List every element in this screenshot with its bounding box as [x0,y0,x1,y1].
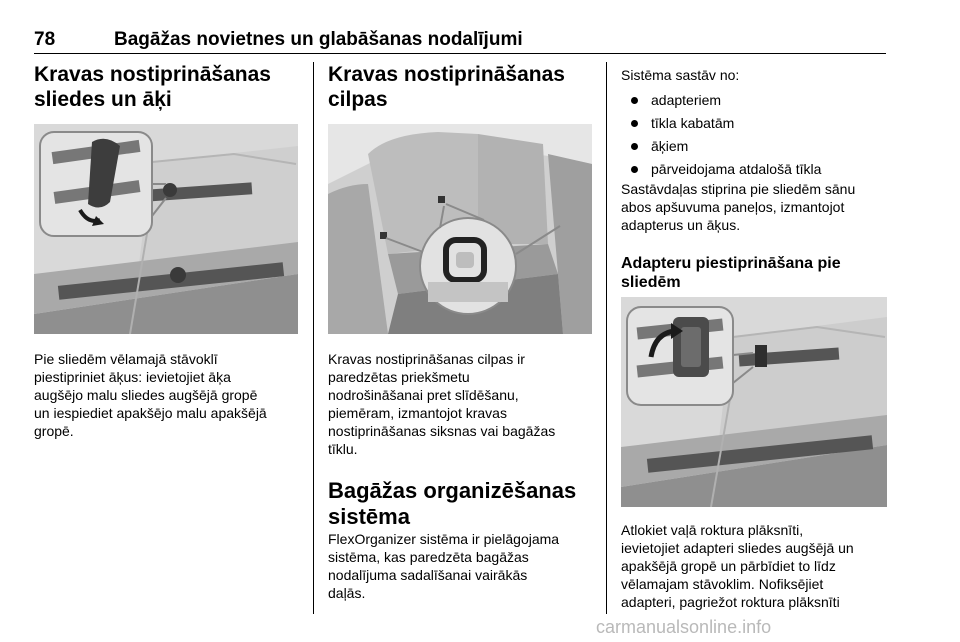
illustration-rails-hooks [34,124,298,334]
bullet-icon [631,143,638,150]
list-item: adapteriem [621,89,887,112]
intro-text: Sistēma sastāv no: [621,67,740,83]
subheading [621,254,887,292]
heading-line: Kravas nostiprināšanas [34,63,271,86]
section-heading [328,62,592,112]
running-title: Bagāžas novietnes un glabāšanas nodalījumi [114,29,523,50]
heading-line: sistēma [328,504,410,529]
column-divider [606,62,607,614]
subheading-adapters [621,254,887,292]
column-divider [313,62,314,614]
section-heading [328,478,592,530]
section-organizer [328,478,592,530]
column-1 [34,62,300,112]
heading-line: Kravas nostiprināšanas [328,63,565,86]
heading-line: Adapteru piestiprināšana pie [621,255,841,272]
header-rule [34,53,886,54]
column-3 [621,66,887,84]
caption-text: Atlokiet vaļā roktura plāksnīti, ievietojiet adapteri sliedes augšējā un apakšējā gropē un pārbīdiet to līdz vēlamajam stāvoklim. Nofiksējiet adapteri, pagriežot roktura plāksnīti [621,522,854,610]
bullet-icon [631,97,638,104]
caption-adapter [621,521,887,611]
list-item: tīkla kabatām [621,112,887,135]
heading-line: sliedes un āķi [34,88,172,111]
caption-text: Kravas nostiprināšanas cilpas ir paredzētas priekšmetu nodrošināšanai pret slīdēšanu, piemēram, izmantojot kravas nostiprināšanas siksnas vai bagāžas tīklu. [328,351,556,457]
paragraph: Sastāvdaļas stiprina pie sliedēm sānu abos apšuvuma paneļos, izmantojot adapterus un āķus. [621,181,856,233]
illustration-lashing-eyes [328,124,592,334]
list-item: āķiem [621,135,887,158]
watermark: carmanualsonline.info [596,617,772,637]
bullet-list [621,89,887,181]
bullet-icon [631,166,638,173]
component-list [621,89,887,181]
organizer-text [328,530,592,602]
heading-line: Bagāžas organizēšanas [328,478,577,503]
paragraph: FlexOrganizer sistēma ir pielāgojama sistēma, kas paredzēta bagāžas nodalījuma sadalīšanai vairākās daļās. [328,531,560,601]
column-2 [328,62,592,112]
components-paragraph [621,180,887,234]
caption-text: Pie sliedēm vēlamajā stāvoklī piestipriniet āķus: ievietojiet āķa augšējo malu sliedes augšējā gropē un iespiediet apakšējo malu apakšējā gropē. [34,351,267,439]
illustration-adapter [621,297,887,507]
caption-rails-hooks [34,350,300,440]
page-number: 78 [34,29,56,50]
bullet-icon [631,120,638,127]
caption-lashing-eyes [328,350,592,458]
list-item: pārveidojama atdalošā tīkla [621,158,887,181]
section-heading [34,62,300,112]
heading-line: sliedēm [621,274,681,291]
page-header [34,29,886,53]
heading-line: cilpas [328,88,388,111]
